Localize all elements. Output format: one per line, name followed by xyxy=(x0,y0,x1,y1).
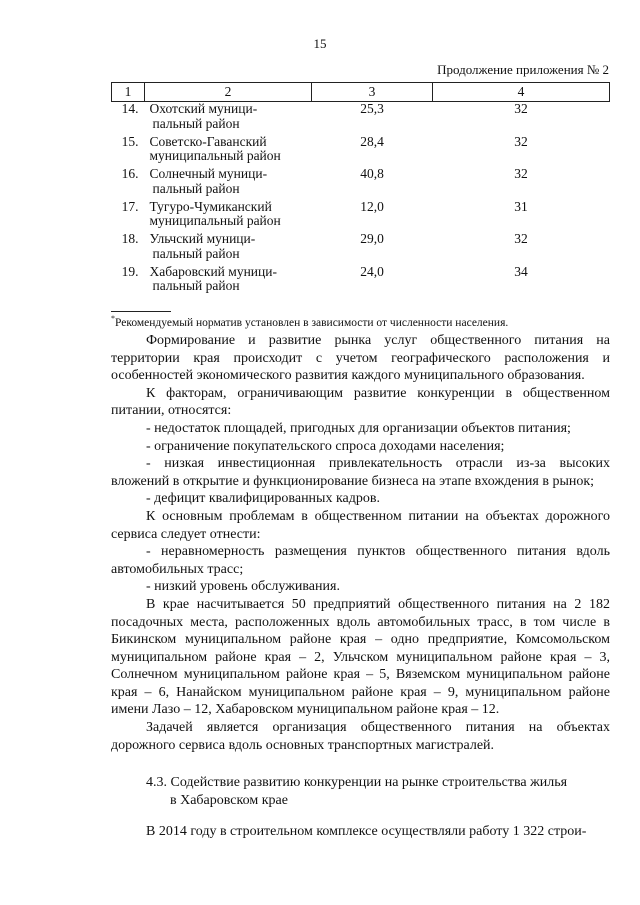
footnote-divider xyxy=(111,311,171,312)
list-item: - ограничение покупательского спроса доходами населения; xyxy=(146,438,505,454)
row-name-line1: Тугуро-Чумиканский xyxy=(149,198,272,214)
paragraph: К основным проблемам в общественном питании на объектах дорожного сервиса следует отнести: xyxy=(111,508,610,542)
row-name-line2: пальный район xyxy=(152,245,240,261)
column-header: 1 xyxy=(112,83,145,102)
column-header: 2 xyxy=(145,83,312,102)
list-item: - низкая инвестиционная привлекательность отрасли из-за высоких вложений в открытие и функционирование бизнеса на этапе вхождения в рынок; xyxy=(111,456,610,489)
row-value-3: 28,4 xyxy=(360,133,384,149)
row-value-4: 32 xyxy=(514,133,528,149)
row-name-line2: пальный район xyxy=(152,115,240,131)
row-number: 17. xyxy=(121,198,139,214)
table-header-row xyxy=(112,83,610,102)
row-number: 18. xyxy=(121,231,139,246)
row-value-4: 32 xyxy=(514,231,528,246)
paragraph: В 2014 году в строительном комплексе осуществляли работу 1 322 строи- xyxy=(146,824,587,840)
list-item: - дефицит квалифицированных кадров. xyxy=(146,491,380,507)
row-name-line2: муниципальный район xyxy=(149,148,281,163)
footnote-text: Рекомендуемый норматив установлен в зависимости от численности населения. xyxy=(115,316,509,329)
row-name-line2: пальный район xyxy=(152,180,240,196)
column-header: 4 xyxy=(433,83,610,102)
page-number: 15 xyxy=(313,36,327,51)
row-value-4: 34 xyxy=(514,263,528,279)
row-value-4: 32 xyxy=(514,166,528,181)
data-table xyxy=(111,82,610,297)
section-title xyxy=(111,774,610,809)
row-number: 16. xyxy=(121,166,139,181)
section-title-line2: в Хабаровском крае xyxy=(170,792,288,808)
row-name-line1: Солнечный муници- xyxy=(149,166,268,181)
table-row xyxy=(112,200,610,233)
list-item: - недостаток площадей, пригодных для организации объектов питания; xyxy=(146,420,571,436)
column-header: 3 xyxy=(312,83,433,102)
row-number: 19. xyxy=(121,263,139,279)
row-name-line1: Советско-Гаванский xyxy=(149,133,267,149)
section-title-line1: 4.3. Содействие развитию конкуренции на рынке строительства жилья xyxy=(146,775,568,791)
table-row xyxy=(112,265,610,298)
table-row xyxy=(112,167,610,200)
row-name-line2: пальный район xyxy=(152,278,240,293)
paragraph: Задачей является организация общественного питания на объектах дорожного сервиса вдоль основных транспортных магистралей. xyxy=(111,720,610,753)
list-item: - низкий уровень обслуживания. xyxy=(146,579,340,595)
row-name-line2: муниципальный район xyxy=(149,213,281,228)
row-value-3: 29,0 xyxy=(360,231,384,246)
row-value-3: 12,0 xyxy=(360,198,384,214)
footnote-mark: * xyxy=(111,314,115,323)
row-number: 14. xyxy=(121,101,139,116)
row-name-line1: Ульчский муници- xyxy=(149,231,256,246)
row-number: 15. xyxy=(121,133,139,149)
table-row xyxy=(112,232,610,265)
annex-note: Продолжение приложения № 2 xyxy=(437,62,609,77)
row-name-line1: Охотский муници- xyxy=(149,101,258,116)
list-item: - неравномерность размещения пунктов общественного питания вдоль автомобильных трасс; xyxy=(111,544,610,577)
row-value-4: 31 xyxy=(514,198,528,214)
paragraph: Формирование и развитие рынка услуг общественного питания на территории края происходит с учетом географического расположения и особенностей экономического развития каждого муниципального образования. xyxy=(111,333,610,384)
footnote xyxy=(111,314,508,329)
body-text xyxy=(111,332,610,841)
row-value-3: 25,3 xyxy=(360,101,384,116)
row-value-4: 32 xyxy=(514,101,528,116)
row-value-3: 24,0 xyxy=(360,263,384,279)
row-value-3: 40,8 xyxy=(360,166,384,181)
table-row xyxy=(112,102,610,135)
table-row xyxy=(112,135,610,168)
paragraph: К факторам, ограничивающим развитие конкуренции в общественном питании, относятся: xyxy=(111,385,610,419)
row-name-line1: Хабаровский муници- xyxy=(149,263,277,279)
paragraph: В крае насчитывается 50 предприятий общественного питания на 2 182 посадочных места, расположенных вдоль автомобильных трасс, в том числе в Бикинском муниципальном районе края – одно предприятие, Комсомольском муниципальном районе края – 2, Ульчском муниципальном районе края – 3, Солнечном муниципальном районе края – 5, Вяземском муниципальном районе края – 6, Нанайском муниципальном районе края – 9, муниципальном районе имени Лазо – 12, Хабаровском муниципальном районе края – 12. xyxy=(111,596,610,718)
